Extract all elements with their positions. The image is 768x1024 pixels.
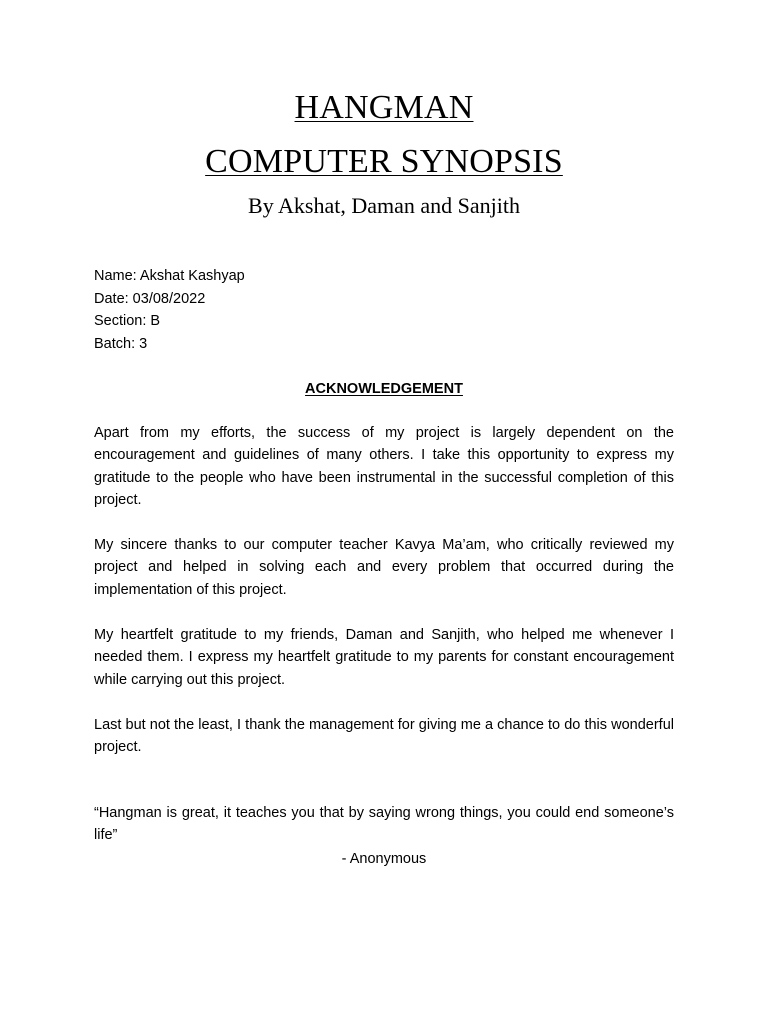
quote-attribution: - Anonymous <box>341 851 427 867</box>
document-byline: By Akshat, Daman and Sanjith <box>248 193 520 218</box>
acknowledgement-heading: ACKNOWLEDGEMENT <box>305 381 463 397</box>
student-name: Name: Akshat Kashyap <box>94 268 245 284</box>
acknowledgement-paragraph: My sincere thanks to our computer teacher Kavya Ma’am, who critically reviewed my project and helped in solving each and every problem that occurred during the implementation of this project. <box>94 537 674 598</box>
student-info <box>94 265 245 355</box>
acknowledgement-paragraph: My heartfelt gratitude to my friends, Daman and Sanjith, who helped me whenever I needed them. I express my heartfelt gratitude to my parents for constant encouragement while carrying out this project. <box>94 627 674 688</box>
quote-text: “Hangman is great, it teaches you that by saying wrong things, you could end someone’s life” <box>94 805 674 844</box>
student-section: Section: B <box>94 313 161 329</box>
student-batch: Batch: 3 <box>94 335 148 352</box>
acknowledgement-paragraph: Apart from my efforts, the success of my project is largely dependent on the encouragement and guidelines of many others. I take this opportunity to express my gratitude to the people who have been instrumental in the successful completion of this project. <box>94 425 674 508</box>
submission-date: Date: 03/08/2022 <box>94 290 206 307</box>
document-title: HANGMAN <box>294 89 474 126</box>
acknowledgement-paragraph: Last but not the least, I thank the management for giving me a chance to do this wonderful project. <box>94 717 674 756</box>
document-subtitle: COMPUTER SYNOPSIS <box>205 143 563 180</box>
